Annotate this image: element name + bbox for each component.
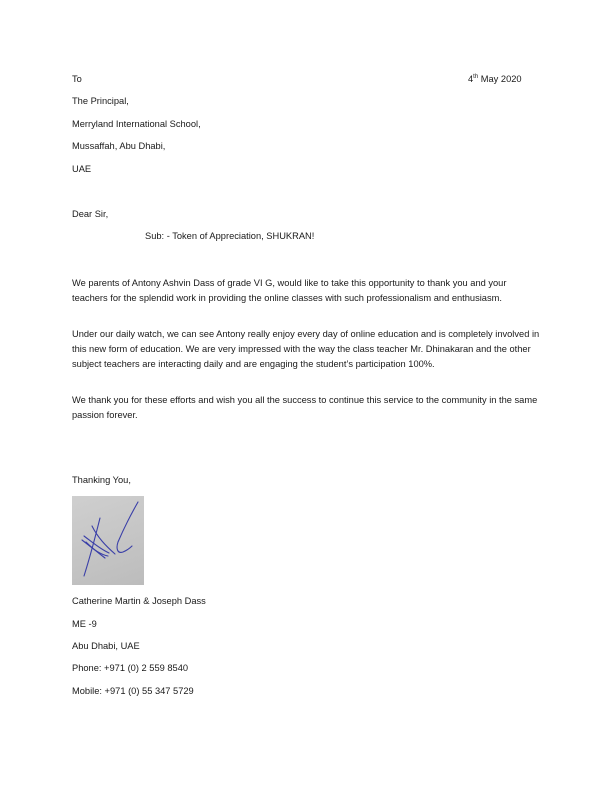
body-paragraph: We thank you for these efforts and wish you all the success to continue this service to the community in the same passion forever.: [72, 395, 538, 420]
salutation: Dear Sir,: [72, 209, 109, 219]
date-suffix: th: [473, 73, 479, 80]
date-month-year: May 2020: [478, 74, 522, 84]
closing: Thanking You,: [72, 475, 131, 485]
to-label: To: [72, 74, 82, 84]
letter-date: [468, 74, 522, 84]
sender-address-line: ME -9: [72, 619, 97, 629]
recipient-line: Merryland International School,: [72, 119, 201, 129]
recipient-line: The Principal,: [72, 96, 129, 106]
sender-address-line: Abu Dhabi, UAE: [72, 641, 140, 651]
sender-mobile: Mobile: +971 (0) 55 347 5729: [72, 686, 194, 696]
signature-icon: [72, 496, 144, 585]
signature-image: [72, 496, 144, 585]
subject-line: Sub: - Token of Appreciation, SHUKRAN!: [145, 231, 315, 241]
sender-name: Catherine Martin & Joseph Dass: [72, 596, 206, 606]
date-day: 4: [468, 74, 474, 84]
recipient-line: Mussaffah, Abu Dhabi,: [72, 141, 166, 151]
body-paragraph: We parents of Antony Ashvin Dass of grade VI G, would like to take this opportunity to thank you and your teachers for the splendid work in providing the online classes with such professionalism and enthusiasm.: [72, 278, 507, 303]
body-paragraph: Under our daily watch, we can see Antony really enjoy every day of online education and is completely involved in this new form of education. We are very impressed with the way the class teacher Mr. Dhinakaran and the other subject teachers are interacting daily and are engaging the student’s participation 100%.: [72, 329, 540, 369]
sender-phone: Phone: +971 (0) 2 559 8540: [72, 663, 189, 673]
recipient-line: UAE: [72, 164, 92, 174]
